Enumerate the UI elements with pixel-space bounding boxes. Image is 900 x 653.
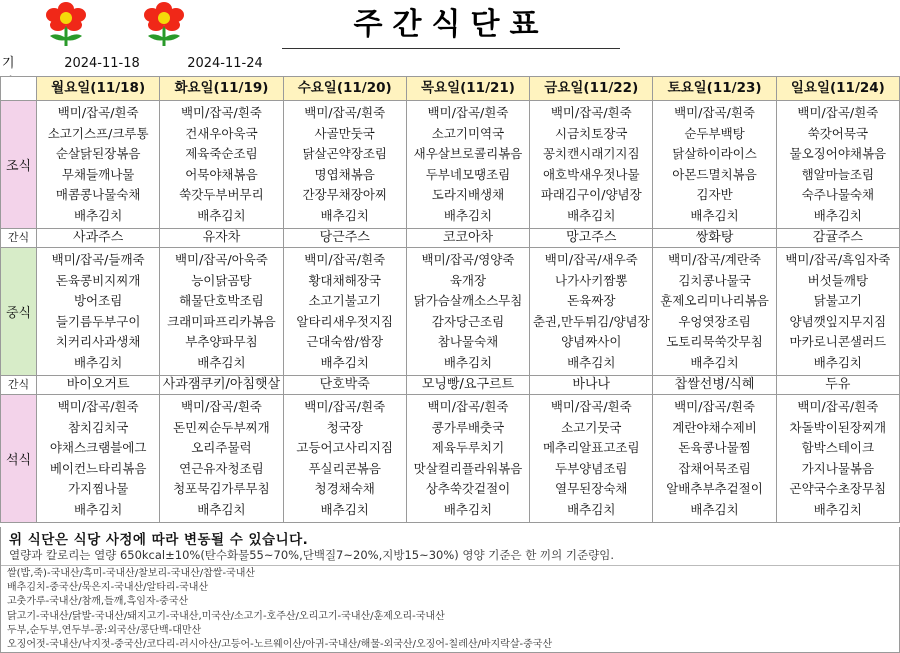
dish-list bbox=[777, 395, 899, 520]
dish-item: 백미/잡곡/흰죽 bbox=[180, 105, 262, 120]
dish-list bbox=[37, 395, 159, 520]
dish-item: 백미/잡곡/흰죽 bbox=[797, 399, 879, 414]
dish-item: 애호박새우젓나물 bbox=[542, 166, 640, 182]
origin-item: 고춧가루-국내산/참깨,들깨,흑임자-중국산 bbox=[7, 596, 189, 608]
dish-item: 순살닭된장볶음 bbox=[55, 146, 141, 161]
dish-item: 백미/잡곡/흰죽 bbox=[427, 399, 509, 414]
dish-item: 맛살컬리플라워볶음 bbox=[413, 460, 523, 476]
dish-item: 배추김치 bbox=[690, 354, 739, 370]
notes-divider bbox=[1, 565, 899, 566]
dish-list bbox=[407, 101, 529, 226]
dish-list bbox=[407, 248, 529, 373]
snack-cell: 바나나 bbox=[530, 376, 653, 395]
dish-item: 백미/잡곡/흰죽 bbox=[304, 399, 386, 414]
dish-list bbox=[777, 101, 899, 226]
dish-item: 제육죽순조림 bbox=[185, 146, 258, 161]
snack-cell: 찹쌀선병/식혜 bbox=[653, 376, 776, 395]
dinner-cell bbox=[653, 395, 776, 523]
snack-cell: 당근주스 bbox=[283, 229, 406, 248]
dish-item: 백미/잡곡/계란죽 bbox=[668, 252, 762, 267]
dinner-cell bbox=[406, 395, 529, 523]
dish-item: 배추김치 bbox=[567, 207, 616, 223]
snack-cell: 감귤주스 bbox=[776, 229, 899, 248]
dish-list bbox=[653, 101, 775, 226]
breakfast-cell bbox=[776, 101, 899, 229]
dish-item: 백미/잡곡/흰죽 bbox=[674, 105, 755, 120]
breakfast-cell bbox=[653, 101, 776, 229]
dish-item: 배추김치 bbox=[443, 354, 493, 370]
dish-item: 돈육콩비지찌개 bbox=[55, 272, 141, 288]
lunch-cell bbox=[653, 248, 776, 376]
dish-item: 방어조림 bbox=[73, 293, 123, 308]
snack-cell: 사과주스 bbox=[37, 229, 160, 248]
day-header: 월요일(11/18) bbox=[37, 77, 160, 101]
dish-item: 백미/잡곡/흰죽 bbox=[674, 399, 755, 414]
dish-item: 배추김치 bbox=[567, 354, 616, 370]
dish-item: 야채스크램블에그 bbox=[49, 440, 147, 455]
dish-item: 두부네모땡조림 bbox=[425, 166, 511, 182]
dish-item: 참치김치국 bbox=[67, 419, 129, 435]
snack-cell: 유자차 bbox=[160, 229, 283, 248]
day-header: 일요일(11/24) bbox=[776, 77, 899, 101]
dish-item: 양념짜사이 bbox=[561, 334, 622, 349]
dish-item: 배추김치 bbox=[197, 354, 246, 370]
snack-cell: 바이오거트 bbox=[37, 376, 160, 395]
lunch-cell bbox=[776, 248, 899, 376]
lunch-cell bbox=[530, 248, 653, 376]
breakfast-cell bbox=[160, 101, 283, 229]
dish-item: 도토리묵쑥갓무침 bbox=[666, 334, 763, 349]
dish-item: 배추김치 bbox=[443, 207, 493, 223]
dish-item: 백미/잡곡/흰죽 bbox=[797, 105, 879, 120]
corner-cell bbox=[1, 77, 37, 101]
dish-item: 능이닭곰탕 bbox=[191, 272, 252, 288]
dish-item: 알타리새우젓지짐 bbox=[296, 313, 393, 329]
dish-item: 베이컨느타리볶음 bbox=[49, 460, 147, 476]
dish-item: 연근유자청조림 bbox=[179, 460, 264, 476]
dish-item: 상추쑥갓겉절이 bbox=[425, 481, 511, 496]
origin-item: 배추김치-중국산/묵은지-국내산/알타리-국내산 bbox=[7, 582, 209, 594]
dish-item: 닭살곤약장조림 bbox=[302, 146, 387, 161]
nutrition-text: 열량과 칼로리는 열량 650kcal±10%(탄수화물55~70%,단백질7~20%,지방15~30%) 영양 기준은 한 끼의 기준량임. bbox=[9, 548, 614, 562]
dish-item: 배추김치 bbox=[690, 501, 739, 517]
day-header: 수요일(11/20) bbox=[283, 77, 406, 101]
dish-item: 계란야채수제비 bbox=[672, 419, 757, 435]
dish-item: 파래김구이/양념장 bbox=[540, 187, 642, 202]
breakfast-row bbox=[1, 101, 900, 229]
snack-cell: 사과잼쿠키/아침햇살 bbox=[160, 376, 283, 395]
dish-item: 돈민찌순두부찌개 bbox=[173, 419, 270, 435]
day-header: 토요일(11/23) bbox=[653, 77, 776, 101]
dish-item: 배추김치 bbox=[690, 207, 739, 223]
dish-item: 우엉엿장조림 bbox=[678, 313, 751, 329]
start-date: 2024-11-18 bbox=[64, 56, 140, 71]
title-underline bbox=[282, 48, 620, 49]
snack-cell: 쌍화탕 bbox=[653, 229, 776, 248]
dish-item: 알배추부추겉절이 bbox=[666, 481, 763, 496]
dish-item: 백미/잡곡/흰죽 bbox=[304, 105, 386, 120]
dinner-cell bbox=[776, 395, 899, 523]
dish-item: 간장무채장아찌 bbox=[302, 187, 387, 202]
dish-list bbox=[653, 248, 775, 373]
lunch-label: 중식 bbox=[1, 248, 37, 376]
origin-item: 오징어젓-국내산/낙지젓-중국산/코다리-러시아산/고등어-노르웨이산/아귀-국내산/해물-외국산/오징어-칠레산/바지락살-중국산 bbox=[7, 639, 553, 651]
dish-item: 참나물숙채 bbox=[437, 334, 499, 349]
dish-list bbox=[160, 395, 282, 520]
snack-label: 간식 bbox=[1, 229, 37, 248]
dish-list bbox=[284, 101, 406, 226]
dish-list bbox=[653, 395, 775, 520]
dish-item: 시금치토장국 bbox=[555, 125, 628, 141]
dish-item: 백미/잡곡/아욱죽 bbox=[174, 252, 268, 267]
origin-list bbox=[7, 567, 552, 652]
dinner-cell bbox=[160, 395, 283, 523]
flower-icon bbox=[132, 2, 196, 48]
dish-item: 배추김치 bbox=[197, 501, 246, 517]
dish-item: 해물단호박조림 bbox=[179, 293, 264, 308]
dish-item: 숙주나물숙채 bbox=[801, 187, 875, 202]
dish-item: 마카로니콘샐러드 bbox=[789, 334, 887, 349]
day-header-row bbox=[1, 77, 900, 101]
dish-item: 황대채해장국 bbox=[308, 272, 381, 288]
snack-label: 간식 bbox=[1, 376, 37, 395]
dish-item: 햄알마늘조림 bbox=[801, 166, 875, 182]
notice-text: 위 식단은 식당 사정에 따라 변동될 수 있습니다. bbox=[9, 532, 309, 548]
dinner-cell bbox=[283, 395, 406, 523]
dish-item: 메추리알표고조림 bbox=[542, 440, 640, 455]
dish-item: 소고기스프/크루통 bbox=[47, 125, 149, 141]
dish-item: 백미/잡곡/새우죽 bbox=[544, 252, 638, 267]
dish-item: 백미/잡곡/영양죽 bbox=[421, 252, 515, 267]
dish-item: 들기름두부구이 bbox=[55, 313, 141, 329]
dish-item: 청포묵김가루무침 bbox=[173, 481, 270, 496]
page-header bbox=[0, 0, 900, 52]
dish-item: 청국장 bbox=[326, 419, 363, 435]
breakfast-cell bbox=[283, 101, 406, 229]
breakfast-cell bbox=[406, 101, 529, 229]
dish-item: 물오징어야채볶음 bbox=[789, 146, 887, 161]
dish-item: 백미/잡곡/흑임자죽 bbox=[785, 252, 891, 267]
period-label: 기 bbox=[2, 56, 15, 71]
dinner-label: 석식 bbox=[1, 395, 37, 523]
snack_pm-row bbox=[1, 376, 900, 395]
day-header: 금요일(11/22) bbox=[530, 77, 653, 101]
dish-list bbox=[37, 248, 159, 373]
dish-item: 배추김치 bbox=[813, 207, 862, 223]
dish-item: 어묵야채볶음 bbox=[185, 166, 258, 182]
dish-item: 쑥갓두부버무리 bbox=[179, 187, 264, 202]
dish-item: 백미/잡곡/흰죽 bbox=[304, 252, 386, 267]
snack-cell: 코코아차 bbox=[406, 229, 529, 248]
snack_am-row bbox=[1, 229, 900, 248]
snack-cell: 모닝빵/요구르트 bbox=[406, 376, 529, 395]
dish-list bbox=[407, 395, 529, 520]
dish-item: 배추김치 bbox=[320, 501, 369, 517]
dish-item: 훈제오리미나리볶음 bbox=[660, 293, 769, 308]
dish-list bbox=[160, 101, 282, 226]
dish-item: 닭살하이라이스 bbox=[672, 146, 757, 161]
dish-item: 크래미파프리카볶음 bbox=[167, 313, 276, 329]
dish-item: 배추김치 bbox=[73, 354, 123, 370]
dish-item: 치커리사과생채 bbox=[55, 334, 141, 349]
dish-item: 건새우아욱국 bbox=[185, 125, 258, 141]
dish-item: 잡채어묵조림 bbox=[678, 460, 751, 476]
dish-item: 함박스테이크 bbox=[801, 440, 875, 455]
dish-item: 감자당근조림 bbox=[431, 313, 505, 329]
dish-item: 푸실리콘볶음 bbox=[308, 460, 381, 476]
dish-list bbox=[530, 248, 652, 373]
lunch-cell bbox=[283, 248, 406, 376]
dish-item: 오리주물럭 bbox=[191, 440, 252, 455]
dish-item: 백미/잡곡/흰죽 bbox=[427, 105, 509, 120]
dish-item: 배추김치 bbox=[197, 207, 246, 223]
breakfast-cell bbox=[37, 101, 160, 229]
dish-item: 김자반 bbox=[696, 187, 733, 202]
dish-list bbox=[160, 248, 282, 373]
dish-item: 무채들깨나물 bbox=[61, 166, 135, 182]
flower-icon bbox=[34, 2, 98, 48]
dish-item: 가지찜나물 bbox=[67, 481, 129, 496]
dish-item: 배추김치 bbox=[567, 501, 616, 517]
snack-cell: 단호박죽 bbox=[283, 376, 406, 395]
day-header: 화요일(11/19) bbox=[160, 77, 283, 101]
dish-item: 배추김치 bbox=[813, 501, 862, 517]
dish-list bbox=[284, 248, 406, 373]
dish-item: 콩가루배춧국 bbox=[431, 419, 505, 435]
origin-item: 쌀(밥,죽)-국내산/흑미-국내산/찰보리-국내산/찹쌀-국내산 bbox=[7, 568, 256, 579]
dish-item: 배추김치 bbox=[320, 207, 369, 223]
dish-list bbox=[530, 101, 652, 226]
dish-item: 근대숙쌈/쌈장 bbox=[306, 334, 384, 349]
dish-item: 백미/잡곡/들깨죽 bbox=[51, 252, 145, 267]
dish-item: 곤약국수초장무침 bbox=[789, 481, 887, 496]
dish-item: 매콤콩나물숙채 bbox=[55, 187, 141, 202]
dish-list bbox=[37, 101, 159, 226]
dish-item: 제육두루치기 bbox=[431, 440, 505, 455]
dish-item: 고등어고사리지짐 bbox=[296, 440, 393, 455]
dinner-cell bbox=[37, 395, 160, 523]
dish-item: 새우살브로콜리볶음 bbox=[413, 146, 523, 161]
dish-item: 양념깻잎지무지짐 bbox=[789, 313, 887, 329]
dish-item: 닭가슴살깨소스무침 bbox=[413, 293, 523, 308]
lunch-cell bbox=[406, 248, 529, 376]
dish-item: 도라지배생채 bbox=[431, 187, 505, 202]
dish-item: 명엽채볶음 bbox=[314, 166, 375, 182]
dish-item: 돈육콩나물찜 bbox=[678, 440, 751, 455]
dish-item: 백미/잡곡/흰죽 bbox=[550, 399, 632, 414]
page-title: 주간식단표 bbox=[353, 7, 549, 42]
dish-item: 순두부백탕 bbox=[684, 125, 745, 141]
snack-cell: 망고주스 bbox=[530, 229, 653, 248]
dish-item: 꽁치캔시래기지짐 bbox=[542, 146, 640, 161]
dish-item: 아몬드멸치볶음 bbox=[672, 166, 757, 182]
day-header: 목요일(11/21) bbox=[406, 77, 529, 101]
end-date: 2024-11-24 bbox=[187, 56, 263, 71]
dish-item: 돈육짜장 bbox=[567, 293, 616, 308]
dish-item: 백미/잡곡/흰죽 bbox=[550, 105, 632, 120]
dish-list bbox=[777, 248, 899, 373]
dish-item: 춘권,만두튀김/양념장 bbox=[532, 313, 650, 329]
dish-item: 배추김치 bbox=[73, 207, 123, 223]
dish-item: 가지나물볶음 bbox=[801, 460, 875, 476]
notes-panel bbox=[0, 527, 900, 653]
dinner-cell bbox=[530, 395, 653, 523]
dish-item: 김치콩나물국 bbox=[678, 272, 751, 288]
snack-cell: 두유 bbox=[776, 376, 899, 395]
dish-item: 닭불고기 bbox=[813, 293, 862, 308]
origin-item: 두부,순두부,연두부-콩:외국산/콩단백-대만산 bbox=[7, 624, 202, 636]
lunch-cell bbox=[160, 248, 283, 376]
origin-item: 닭고기-국내산/닭발-국내산/돼지고기-국내산,미국산/소고기-호주산/오리고기-국내산/훈제오리-국내산 bbox=[7, 610, 445, 622]
dish-item: 소고기불고기 bbox=[308, 293, 381, 308]
breakfast-cell bbox=[530, 101, 653, 229]
dish-item: 배추김치 bbox=[320, 354, 369, 370]
dish-item: 소고기뭇국 bbox=[561, 419, 622, 435]
dish-item: 백미/잡곡/흰죽 bbox=[57, 105, 139, 120]
dish-item: 부추양파무침 bbox=[185, 334, 258, 349]
dish-item: 열무된장숙채 bbox=[555, 481, 628, 496]
breakfast-label: 조식 bbox=[1, 101, 37, 229]
dish-item: 배추김치 bbox=[443, 501, 493, 517]
dish-item: 사골만둣국 bbox=[314, 125, 375, 141]
dish-item: 나가사키짬뽕 bbox=[555, 272, 628, 288]
dish-item: 버섯들깨탕 bbox=[807, 272, 869, 288]
dinner-row bbox=[1, 395, 900, 523]
lunch-row bbox=[1, 248, 900, 376]
dish-item: 두부양념조림 bbox=[555, 460, 628, 476]
dish-item: 배추김치 bbox=[73, 501, 123, 517]
dish-list bbox=[284, 395, 406, 520]
dish-item: 쑥갓어묵국 bbox=[807, 125, 869, 141]
weekly-menu-table bbox=[0, 76, 900, 523]
dish-item: 청경채숙채 bbox=[314, 481, 375, 496]
dish-item: 백미/잡곡/흰죽 bbox=[57, 399, 139, 414]
dish-item: 육개장 bbox=[449, 272, 487, 288]
lunch-cell bbox=[37, 248, 160, 376]
dish-list bbox=[530, 395, 652, 520]
dish-item: 차돌박이된장찌개 bbox=[789, 419, 887, 435]
dish-item: 백미/잡곡/흰죽 bbox=[180, 399, 262, 414]
dish-item: 소고기미역국 bbox=[431, 125, 505, 141]
dish-item: 배추김치 bbox=[813, 354, 862, 370]
